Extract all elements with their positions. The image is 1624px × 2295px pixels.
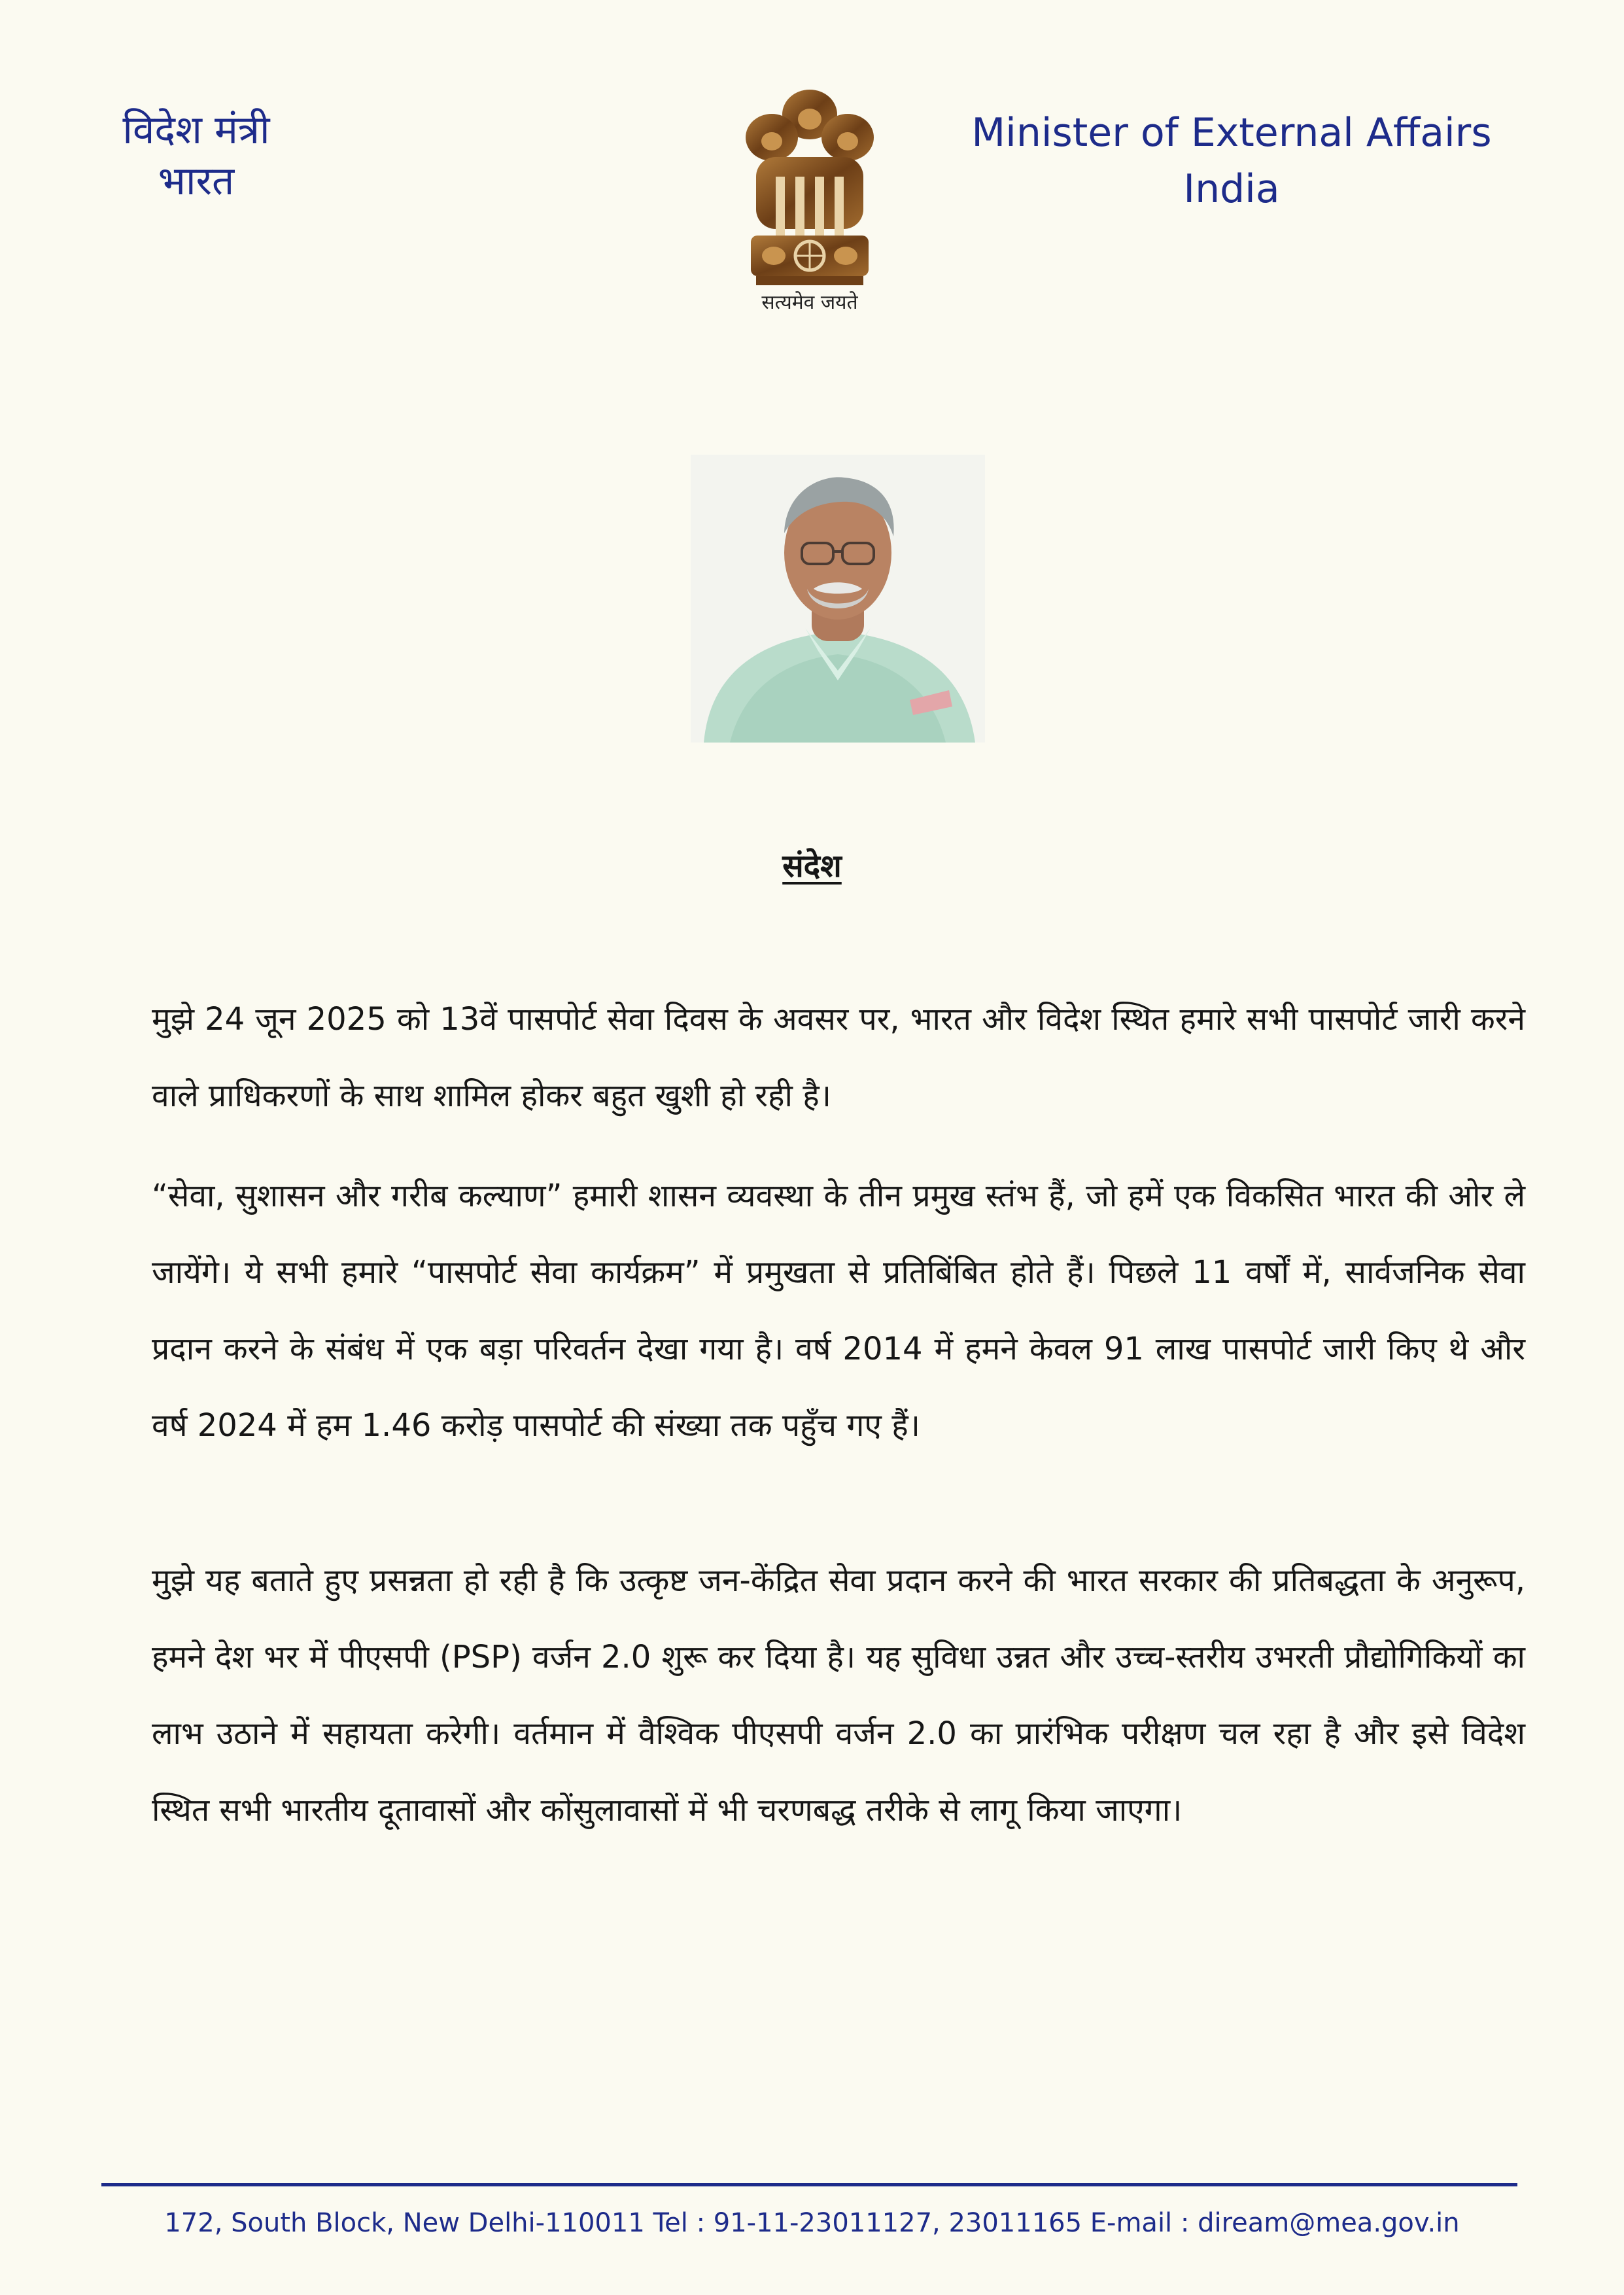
minister-portrait-photo bbox=[691, 455, 985, 743]
english-letterhead-title bbox=[937, 105, 1526, 217]
english-title-line2: India bbox=[1183, 166, 1280, 212]
letter-body bbox=[152, 981, 1525, 1872]
hindi-title-line1: विदेश मंत्री bbox=[122, 107, 270, 153]
hindi-letterhead-title bbox=[98, 105, 294, 207]
hindi-title-line2: भारत bbox=[158, 158, 235, 204]
english-title-line1: Minister of External Affairs bbox=[971, 110, 1492, 156]
paragraph-3: मुझे यह बताते हुए प्रसन्नता हो रही है कि उत्कृष्ट जन-केंद्रित सेवा प्रदान करने की भारत सरकार की प्रतिबद्धता के अनुरूप, हमने देश भर में पीएसपी (PSP) वर्जन 2.0 शुरू कर दिया है। यह सुविधा उन्नत और उच्च-स्तरीय उभरती प्रौद्योगिकियों का लाभ उठाने में सहायता करेगी। वर्तमान में वैश्विक पीएसपी वर्जन 2.0 का प्रारंभिक परीक्षण चल रहा है और इसे विदेश स्थित सभी भारतीय दूतावासों और कोंसुलावासों में भी चरणबद्ध तरीके से लागू किया जाएगा। bbox=[152, 1562, 1525, 1829]
footer-divider bbox=[101, 2183, 1517, 2186]
footer-address: 172, South Block, New Delhi-110011 Tel : 91-11-23011127, 23011165 E-mail : diream@mea.gov.in bbox=[164, 2208, 1460, 2238]
paragraph-2: “सेवा, सुशासन और गरीब कल्याण” हमारी शासन व्यवस्था के तीन प्रमुख स्तंभ हैं, जो हमें एक विकसित भारत की ओर ले जायेंगे। ये सभी हमारे “पासपोर्ट सेवा कार्यक्रम” में प्रमुखता से प्रतिबिंबित होते हैं। पिछले 11 वर्षों में, सार्वजनिक सेवा प्रदान करने के संबंध में एक बड़ा परिवर्तन देखा गया है। वर्ष 2014 में हमने केवल 91 लाख पासपोर्ट जारी किए थे और वर्ष 2024 में हम 1.46 करोड़ पासपोर्ट की संख्या तक पहुँच गए हैं। bbox=[152, 1178, 1525, 1444]
emblem-motto: सत्यमेव जयते bbox=[761, 291, 858, 314]
paragraph-1: मुझे 24 जून 2025 को 13वें पासपोर्ट सेवा दिवस के अवसर पर, भारत और विदेश स्थित हमारे सभी पासपोर्ट जारी करने वाले प्राधिकरणों के साथ शामिल होकर बहुत खुशी हो रही है। bbox=[152, 1001, 1525, 1114]
letter-subject: संदेश bbox=[782, 848, 842, 885]
